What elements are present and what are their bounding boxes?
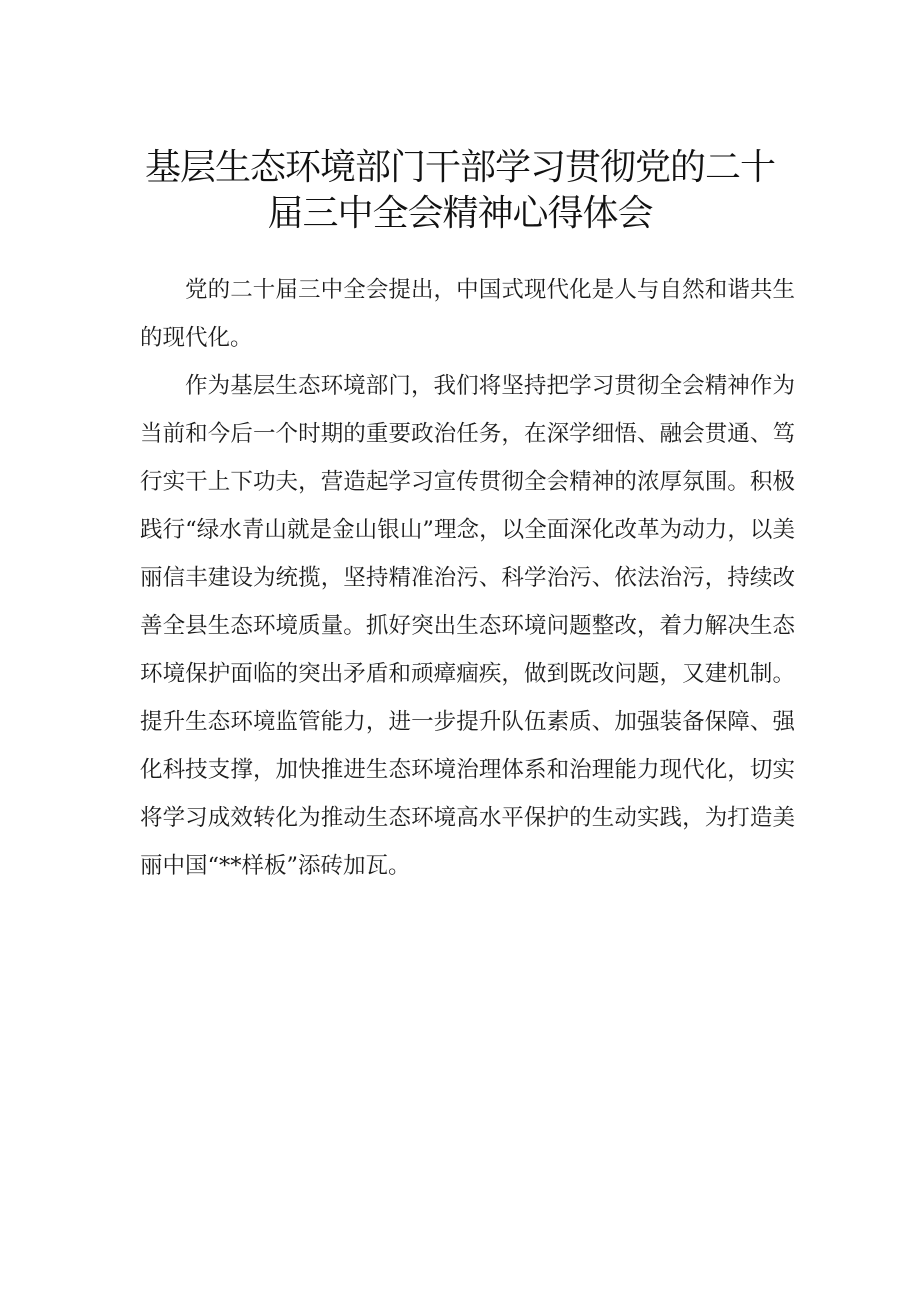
document-body: [140, 266, 795, 890]
paragraph-2: 作为基层生态环境部门，我们将坚持把学习贯彻全会精神作为当前和今后一个时期的重要政治任务，在深学细悟、融会贯通、笃行实干上下功夫，营造起学习宣传贯彻全会精神的浓厚氛围。积极践行“绿水青山就是金山银山”理念，以全面深化改革为动力，以美丽信丰建设为统揽，坚持精准治污、科学治污、依法治污，持续改善全县生态环境质量。抓好突出生态环境问题整改，着力解决生态环境保护面临的突出矛盾和顽瘴痼疾，做到既改问题，又建机制。提升生态环境监管能力，进一步提升队伍素质、加强装备保障、强化科技支撑，加快推进生态环境治理体系和治理能力现代化，切实将学习成效转化为推动生态环境高水平保护的生动实践，为打造美丽中国“**样板”添砖加瓦。: [140, 373, 795, 879]
paragraph-1: 党的二十届三中全会提出，中国式现代化是人与自然和谐共生的现代化。: [140, 277, 795, 351]
title-line-1: 基层生态环境部门干部学习贯彻党的二十: [144, 147, 775, 188]
title-line-2: 届三中全会精神心得体会: [267, 193, 653, 234]
document-title: [100, 145, 820, 237]
